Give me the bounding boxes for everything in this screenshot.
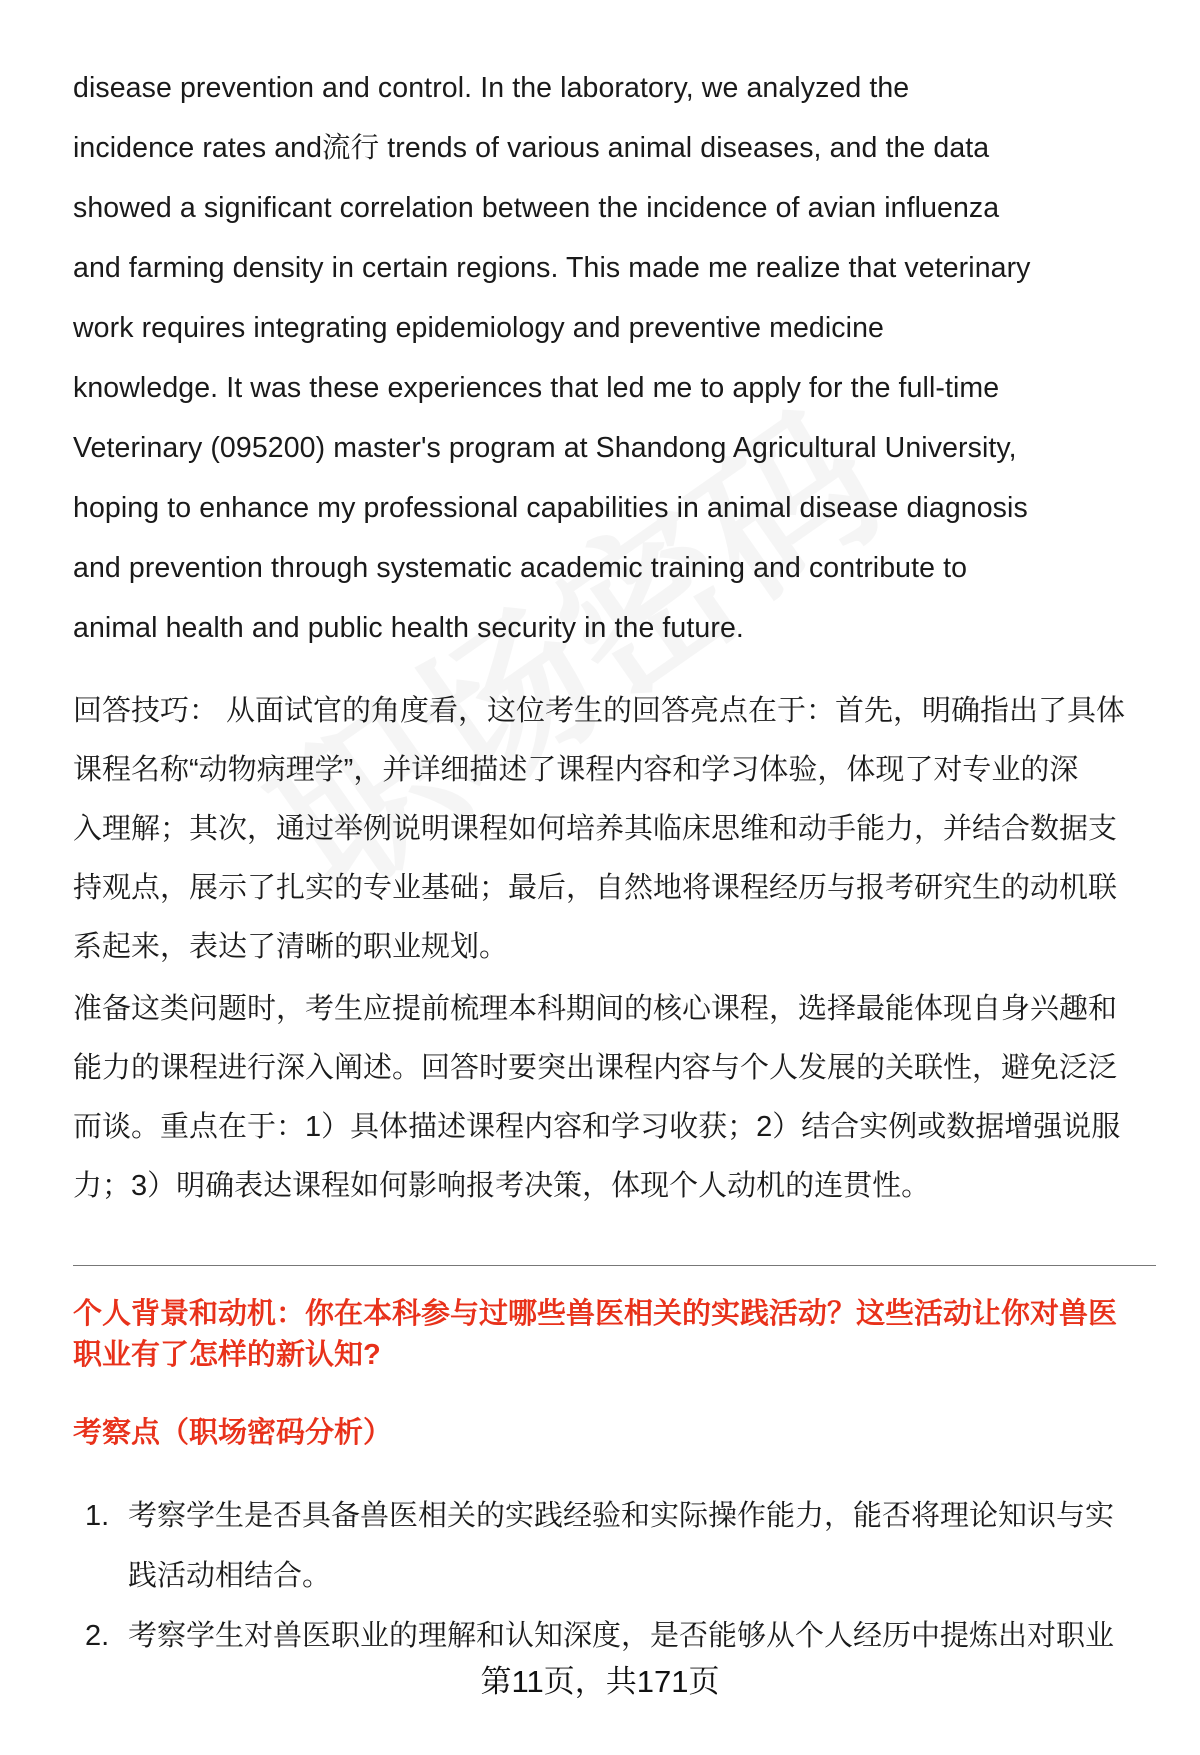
paragraph-line: 持观点，展示了扎实的专业基础；最后，自然地将课程经历与报考研究生的动机联 (73, 872, 1118, 904)
paragraph-line: work requires integrating epidemiology and preventive medicine (73, 312, 884, 344)
question-line: 职业有了怎样的新认知? (73, 1339, 381, 1371)
paragraph-line: 系起来，表达了清晰的职业规划。 (73, 931, 509, 963)
paragraph-line: 回答技巧： 从面试官的角度看，这位考生的回答亮点在于：首先，明确指出了具体 (73, 695, 1126, 727)
paragraph-line: 入理解；其次，通过举例说明课程如何培养其临床思维和动手能力，并结合数据支 (73, 813, 1118, 845)
paragraph-line: and prevention through systematic academic training and contribute to (73, 552, 968, 584)
paragraph-line: disease prevention and control. In the laboratory, we analyzed the (73, 72, 910, 104)
english-paragraph (73, 58, 1163, 658)
assessment-points-list (73, 1486, 1173, 1666)
answer-tips-paragraph (73, 682, 1173, 977)
list-item-number: 2. (85, 1620, 110, 1652)
list-item-line: 考察学生是否具备兽医相关的实践经验和实际操作能力，能否将理论知识与实 (128, 1500, 1115, 1532)
question-heading (73, 1294, 1163, 1376)
list-item-text (128, 1486, 1173, 1606)
list-item-line: 践活动相结合。 (128, 1560, 332, 1592)
page-number-footer: 第11页，共171页 (480, 1664, 720, 1699)
paragraph-line: and farming density in certain regions. This made me realize that veterinary (73, 252, 1031, 284)
list-item-text (128, 1606, 1173, 1666)
section-heading: 考察点（职场密码分析） (73, 1417, 393, 1449)
paragraph-line: knowledge. It was these experiences that led me to apply for the full-time (73, 372, 1000, 404)
paragraph-line: 课程名称“动物病理学”，并详细描述了课程内容和学习体验，体现了对专业的深 (73, 754, 1079, 786)
paragraph-line: Veterinary (095200) master's program at Shandong Agricultural University, (73, 432, 1017, 464)
paragraph-line: hoping to enhance my professional capabilities in animal disease diagnosis (73, 492, 1028, 524)
list-item (73, 1606, 1173, 1666)
paragraph-line: animal health and public health security in the future. (73, 612, 744, 644)
paragraph-line: 能力的课程进行深入阐述。回答时要突出课程内容与个人发展的关联性，避免泛泛 (73, 1052, 1118, 1084)
paragraph-line: 准备这类问题时，考生应提前梳理本科期间的核心课程，选择最能体现自身兴趣和 (73, 993, 1118, 1025)
section-divider (73, 1265, 1156, 1266)
question-line: 个人背景和动机：你在本科参与过哪些兽医相关的实践活动？这些活动让你对兽医 (73, 1298, 1118, 1330)
paragraph-line: 而谈。重点在于：1）具体描述课程内容和学习收获；2）结合实例或数据增强说服 (73, 1111, 1121, 1143)
list-item-number: 1. (85, 1500, 110, 1532)
list-item-line: 考察学生对兽医职业的理解和认知深度，是否能够从个人经历中提炼出对职业 (128, 1620, 1115, 1652)
preparation-paragraph (73, 980, 1173, 1216)
paragraph-line: incidence rates and流行 trends of various animal diseases, and the data (73, 132, 990, 164)
paragraph-line: showed a significant correlation between the incidence of avian influenza (73, 192, 1000, 224)
paragraph-line: 力；3）明确表达课程如何影响报考决策，体现个人动机的连贯性。 (73, 1170, 931, 1202)
list-item (73, 1486, 1173, 1606)
